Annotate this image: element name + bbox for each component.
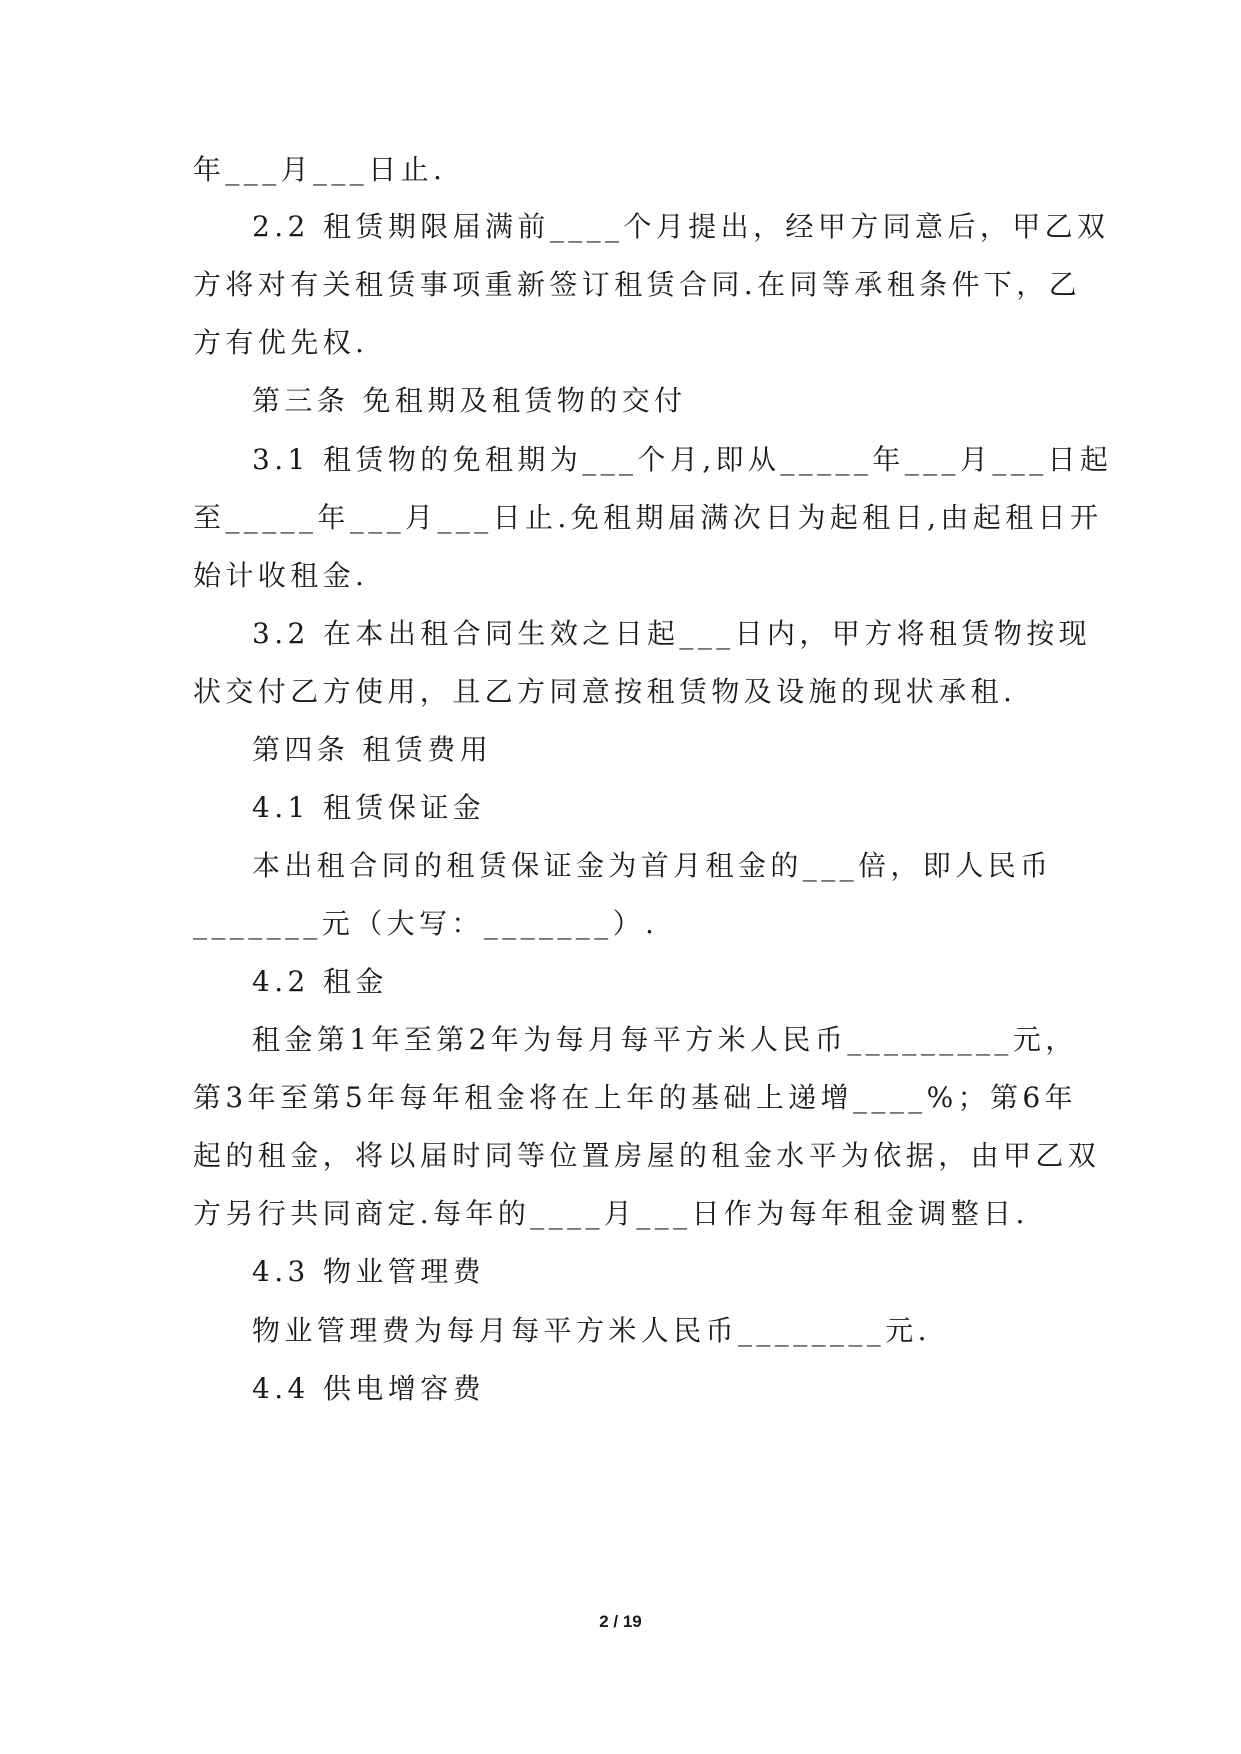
text-line: 至_____年___月___日止.免租期届满次日为起租日,由起租日开 xyxy=(193,501,1103,534)
text-line: 物业管理费为每月每平方米人民币________元. xyxy=(252,1314,931,1347)
text-line: _______元（大写：_______）. xyxy=(193,907,659,940)
section-heading: 第四条 租赁费用 xyxy=(252,733,493,766)
text-line: 方将对有关租赁事项重新签订租赁合同.在同等承租条件下，乙 xyxy=(193,268,1082,301)
section-heading: 第三条 免租期及租赁物的交付 xyxy=(252,384,687,417)
text-line: 状交付乙方使用，且乙方同意按租赁物及设施的现状承租. xyxy=(193,675,1017,708)
subsection-heading: 4.4 供电增容费 xyxy=(252,1372,486,1405)
text-line: 2.2 租赁期限届满前____个月提出，经甲方同意后，甲乙双 xyxy=(252,210,1110,243)
page-number: 2 / 19 xyxy=(599,1612,642,1631)
text-line: 3.1 租赁物的免租期为___个月,即从_____年___月___日起 xyxy=(252,443,1113,476)
subsection-heading: 4.2 租金 xyxy=(252,965,388,998)
text-line: 起的租金，将以届时同等位置房屋的租金水平为依据，由甲乙双 xyxy=(193,1139,1101,1172)
text-line: 租金第1年至第2年为每月每平方米人民币_________元， xyxy=(252,1023,1078,1056)
text-line: 方另行共同商定.每年的____月___日作为每年租金调整日. xyxy=(193,1197,1029,1230)
subsection-heading: 4.3 物业管理费 xyxy=(252,1255,486,1288)
text-line: 年___月___日止. xyxy=(193,153,447,186)
text-line: 始计收租金. xyxy=(193,559,369,592)
text-line: 3.2 在本出租合同生效之日起___日内，甲方将租赁物按现 xyxy=(252,617,1092,650)
text-line: 方有优先权. xyxy=(193,326,369,359)
subsection-heading: 4.1 租赁保证金 xyxy=(252,791,486,824)
text-line: 第3年至第5年每年租金将在上年的基础上递增____%；第6年 xyxy=(193,1081,1078,1114)
text-line: 本出租合同的租赁保证金为首月租金的___倍，即人民币 xyxy=(252,849,1053,882)
